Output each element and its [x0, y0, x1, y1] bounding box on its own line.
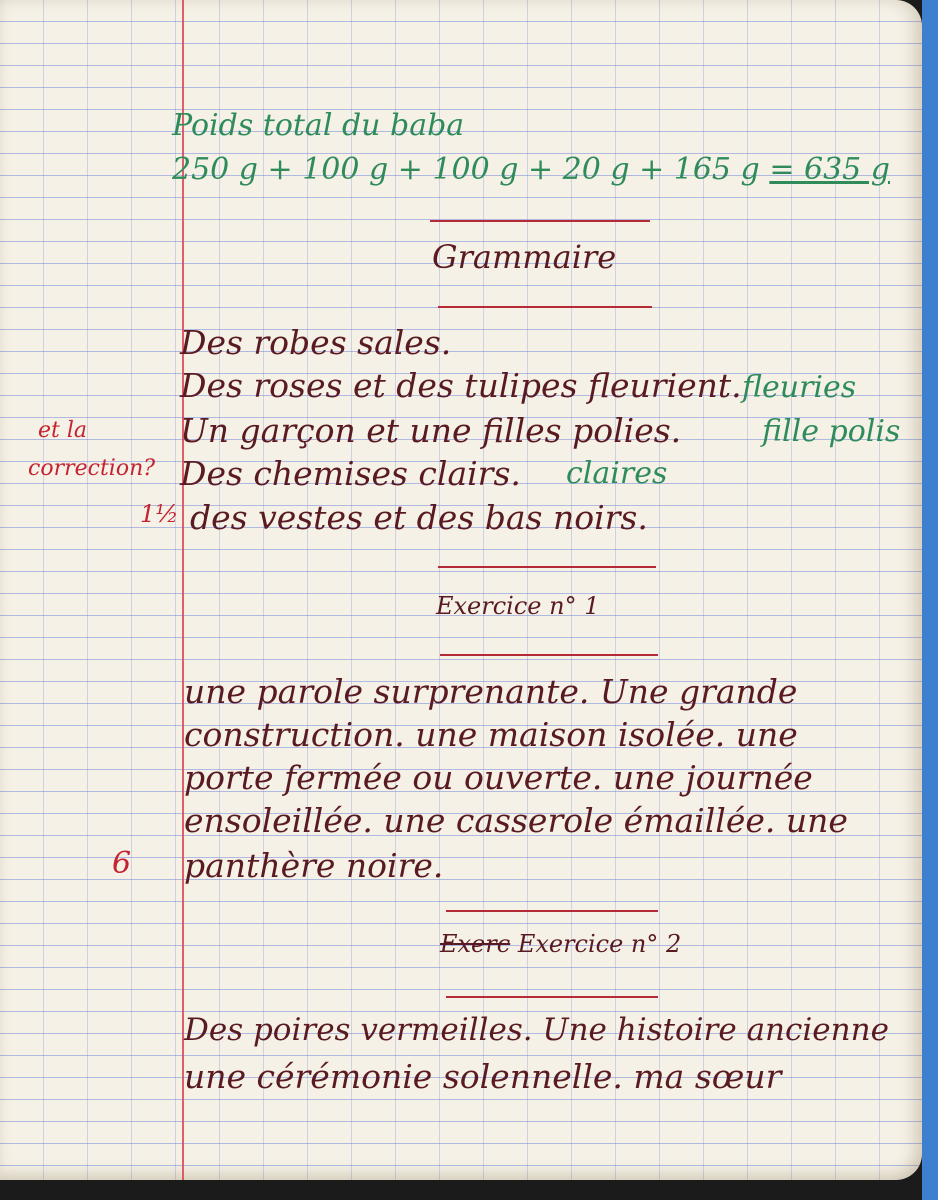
grammaire-line-1: Des robes sales.: [180, 323, 452, 362]
ex1-rule-top: [438, 566, 656, 568]
exercice2-line-1: Des poires vermeilles. Une histoire ancienne: [184, 1012, 889, 1048]
correction-fleuries: fleuries: [742, 370, 857, 405]
exercice1-line-4: ensoleillée. une casserole émaillée. une: [184, 801, 848, 840]
ex2-rule-top: [446, 910, 658, 912]
exercice1-heading: Exercice n° 1: [436, 592, 600, 620]
ex2-rule-bottom: [446, 996, 658, 998]
rule-top: [430, 220, 650, 222]
margin-note-line-1: et la: [38, 418, 88, 443]
correction-claires: claires: [566, 456, 668, 491]
exercice1-grade: 6: [112, 846, 132, 881]
exercice2-line-2: une cérémonie solennelle. ma sœur: [184, 1057, 782, 1096]
exercice1-line-1: une parole surprenante. Une grande: [184, 672, 798, 711]
exercice1-line-3: porte fermée ou ouverte. une journée: [184, 758, 813, 797]
sum-result: = 635 g: [769, 152, 890, 187]
sum-title: Poids total du baba: [172, 108, 465, 143]
exercice1-line-5: panthère noire.: [184, 846, 444, 885]
grammaire-line-3: Un garçon et une filles polies.: [180, 411, 682, 450]
margin-note-line-2: correction?: [28, 456, 156, 481]
sum-equation: [172, 152, 890, 187]
sum-terms: 250 g + 100 g + 100 g + 20 g + 165 g: [172, 152, 760, 187]
ex1-rule-bottom: [440, 654, 658, 656]
notebook-cover-edge: [922, 0, 938, 1200]
grammaire-heading: Grammaire: [432, 238, 617, 276]
grammaire-grade: 1½: [140, 500, 179, 528]
correction-fille-polis: fille polis: [762, 414, 901, 449]
exercice2-heading-struck: Exerc: [440, 930, 511, 958]
rule-bottom: [438, 306, 652, 308]
exercice2-heading-text: Exercice n° 2: [517, 930, 682, 958]
grammaire-line-2: Des roses et des tulipes fleurient.: [180, 366, 742, 405]
grammaire-line-4: Des chemises clairs.: [180, 454, 521, 493]
exercice1-line-2: construction. une maison isolée. une: [184, 715, 798, 754]
exercice2-heading: [440, 930, 681, 958]
grammaire-line-5: des vestes et des bas noirs.: [190, 498, 648, 537]
